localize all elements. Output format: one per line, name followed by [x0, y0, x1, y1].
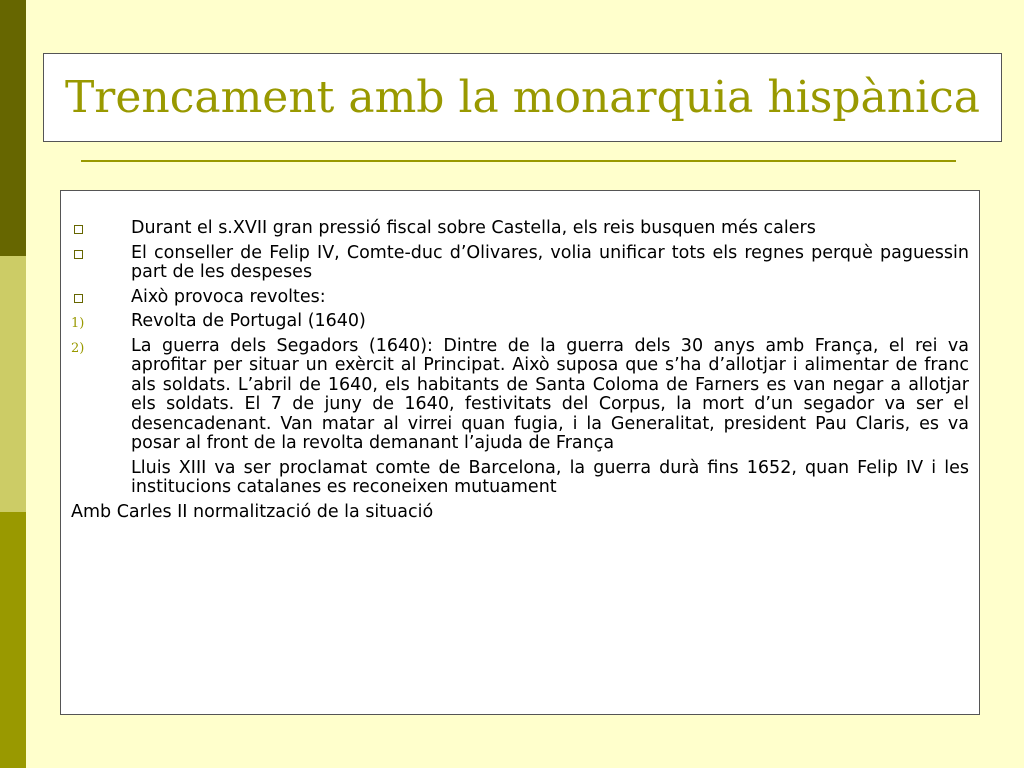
bullet-text: Durant el s.XVII gran pressió fiscal sobre Castella, els reis busquen més calers [131, 218, 816, 238]
continuation-paragraph [71, 459, 969, 498]
title-divider [81, 160, 956, 162]
slide-title: Trencament amb la monarquia hispànica [64, 72, 981, 123]
bullet-item-1 [71, 219, 969, 239]
numbered-item-2 [71, 337, 969, 454]
square-bullet-icon [74, 225, 83, 234]
closing-text: Amb Carles II normalització de la situació [71, 501, 434, 522]
paragraph-text: Lluis XIII va ser proclamat comte de Barcelona, la guerra durà fins 1652, quan Felip IV i les institucions catalanes es reconeixen mutuament [131, 457, 969, 497]
list-number: 2) [71, 340, 85, 356]
numbered-text: La guerra dels Segadors (1640): Dintre de la guerra dels 30 anys amb França, el rei va aprofitar per situar un exèrcit al Principat. Això suposa que s’ha d’allotjar i alimentar de franc als soldats. L’abril de 1640, els habitants de Santa Coloma de Farners es van negar a allotjar els soldats. El 7 de juny de 1640, festivitats del Corpus, la mort d’un segador va ser el desencadenant. Van matar al virrei quan fugia, i la Generalitat, president Pau Claris, es va posar al front de la revolta demanant l’ajuda de França [131, 335, 969, 453]
decorative-stripe-top [0, 0, 26, 256]
decorative-stripe-middle [0, 256, 26, 512]
bullet-text: El conseller de Felip IV, Comte-duc d’Olivares, volia unificar tots els regnes perquè paguessin part de les despeses [131, 242, 969, 282]
numbered-text: Revolta de Portugal (1640) [131, 311, 366, 331]
content-box [60, 190, 980, 715]
list-number: 1) [71, 316, 85, 331]
decorative-stripe-bottom [0, 512, 26, 768]
bullet-text: Això provoca revoltes: [131, 286, 326, 307]
numbered-item-1 [71, 312, 969, 332]
closing-line [71, 503, 969, 523]
square-bullet-icon [74, 250, 83, 259]
bullet-item-3 [71, 288, 969, 308]
square-bullet-icon [74, 294, 83, 303]
bullet-item-2 [71, 244, 969, 283]
title-box [43, 53, 1002, 142]
